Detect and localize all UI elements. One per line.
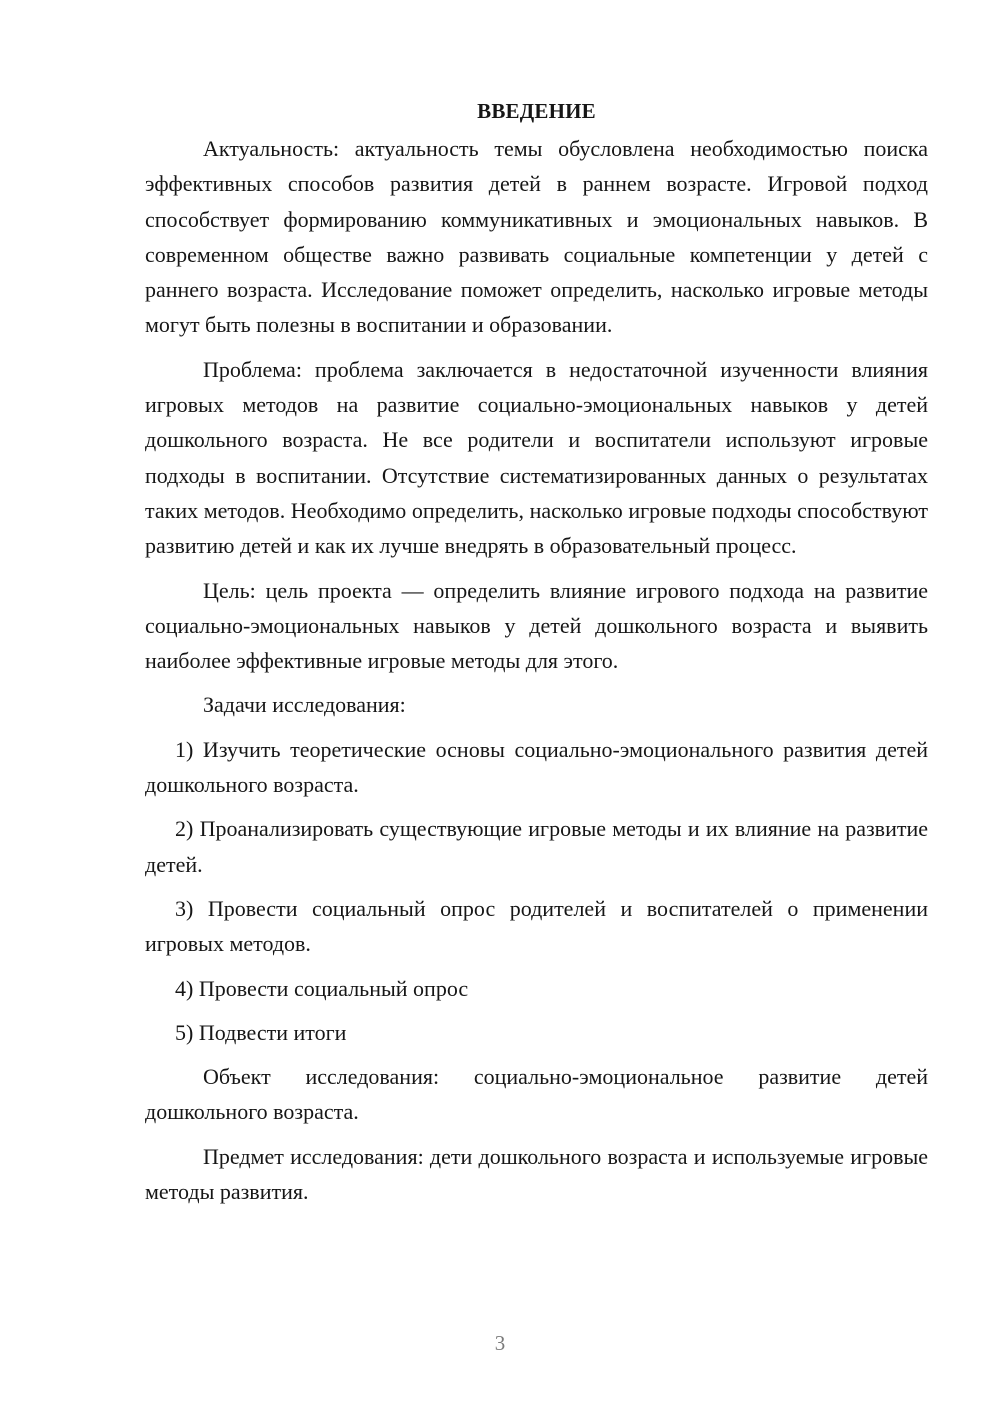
paragraph-research-object: Объект исследования: социально-эмоциональное развитие детей дошкольного возраста. — [145, 1064, 928, 1125]
task-item-4: 4) Провести социальный опрос — [175, 975, 469, 1001]
page-number: 3 — [494, 1331, 506, 1355]
paragraph-goal: Цель: цель проекта — определить влияние игрового подхода на развитие социально-эмоциональных навыков у детей дошкольного возраста и выявить наиболее эффективные игровые методы для этого. — [145, 577, 928, 674]
task-item-3: 3) Провести социальный опрос родителей и воспитателей о применении игровых методов. — [145, 895, 928, 957]
task-item-5: 5) Подвести итоги — [175, 1019, 347, 1045]
paragraph-research-subject: Предмет исследования: дети дошкольного возраста и используемые игровые методы развития. — [145, 1143, 928, 1205]
page-title: ВВЕДЕНИЕ — [477, 99, 596, 123]
paragraph-problem: Проблема: проблема заключается в недостаточной изученности влияния игровых методов на развитие социально-эмоциональных навыков у детей дошкольного возраста. Не все родители и воспитатели используют игровые подходы в воспитании. Отсутствие систематизированных данных о результатах таких методов. Необходимо определить, насколько игровые подходы способствуют развитию детей и как их лучше внедрять в образовательный процесс. — [145, 356, 928, 559]
task-item-2: 2) Проанализировать существующие игровые методы и их влияние на развитие детей. — [145, 816, 928, 877]
paragraph-tasks-heading: Задачи исследования: — [203, 692, 406, 718]
document-body — [145, 94, 928, 1218]
task-item-1: 1) Изучить теоретические основы социально-эмоционального развития детей дошкольного возраста. — [145, 736, 928, 798]
paragraph-relevance: Актуальность: актуальность темы обусловлена необходимостью поиска эффективных способов развития детей в раннем возрасте. Игровой подход способствует формированию коммуникативных и эмоциональных навыков. В современном обществе важно развивать социальные компетенции у детей с раннего возраста. Исследование поможет определить, насколько игровые методы могут быть полезны в воспитании и образовании. — [145, 136, 928, 338]
